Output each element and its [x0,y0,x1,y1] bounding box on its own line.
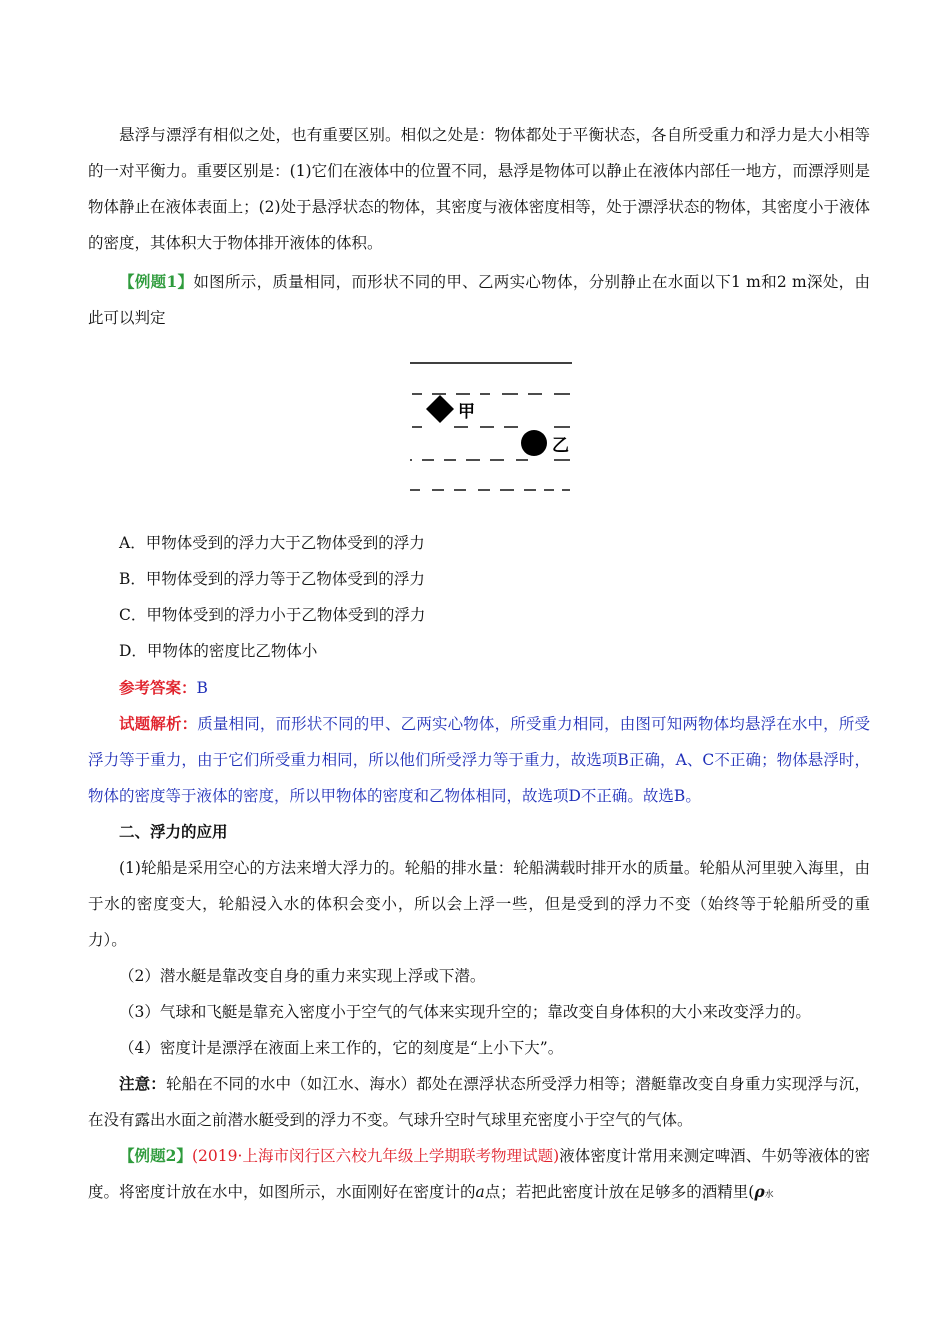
example1-tag: 【例题1】 [119,272,194,291]
example2-source: (2019·上海市闵行区六校九年级上学期联考物理试题) [191,1147,560,1165]
intro-paragraph: 悬浮与漂浮有相似之处，也有重要区别。相似之处是：物体都处于平衡状态，各自所受重力和浮力是大小相等的一对平衡力。重要区别是：(1)它们在液体中的位置不同，悬浮是物体可以静止在液体内部任一地方，而漂浮则是物体静止在液体表面上；(2)处于悬浮状态的物体，其密度与液体密度相等，处于漂浮状态的物体，其密度小于液体的密度，其体积大于物体排开液体的体积。 [88,126,870,252]
option-b: B．甲物体受到的浮力等于乙物体受到的浮力 [119,570,425,588]
option-d: D．甲物体的密度比乙物体小 [119,642,318,660]
section2-heading: 二、浮力的应用 [119,822,228,841]
analysis-text: 质量相同，而形状不同的甲、乙两实心物体，所受重力相同，由图可知两物体均悬浮在水中，所受浮力等于重力，由于它们所受重力相同，所以他们所受浮力等于重力，故选项B正确，A、C不正确；物体悬浮时，物体的密度等于液体的密度，所以甲物体的密度和乙物体相同，故选项D不正确。故选B。 [88,715,870,805]
label-jia: 甲 [458,402,475,422]
rho-symbol: ρ [754,1182,765,1201]
application-item-3: （3）气球和飞艇是靠充入密度小于空气的气体来实现升空的；靠改变自身体积的大小来改变浮力的。 [119,1003,811,1021]
option-a: A．甲物体受到的浮力大于乙物体受到的浮力 [119,534,425,552]
answer-line [119,670,208,706]
analysis-paragraph [88,706,870,814]
note-text: 轮船在不同的水中（如江水、海水）都处在漂浮状态所受浮力相等；潜艇靠改变自身重力实现浮与沉，在没有露出水面之前潜水艇受到的浮力不变。气球升空时气球里充密度小于空气的气体。 [88,1075,870,1129]
answer-value: B [196,679,208,697]
note-label: 注意： [119,1074,166,1093]
example2-text-after: 点；若把此密度计放在足够多的酒精里( [484,1183,755,1201]
example2-text-before: 液体密度计常用来测定啤酒、牛奶等液体的密度。将密度计放在水中，如图所示，水面刚好在密度计的 [88,1147,870,1201]
example2-paragraph [88,1138,870,1213]
note-paragraph [88,1066,870,1138]
example1-question [88,264,870,336]
application-item-4: （4）密度计是漂浮在液面上来工作的，它的刻度是“上小下大”。 [119,1039,564,1057]
example2-tag: 【例题2】 [119,1146,192,1165]
rho-subscript: 水 [764,1190,774,1200]
analysis-label: 试题解析： [119,714,198,733]
application-item-2: （2）潜水艇是靠改变自身的重力来实现上浮或下潜。 [119,967,486,985]
object-yi-circle [521,430,547,456]
option-c: C．甲物体受到的浮力小于乙物体受到的浮力 [119,606,426,624]
object-jia-diamond [426,395,454,423]
application-item-1: (1)轮船是采用空心的方法来增大浮力的。轮船的排水量：轮船满载时排开水的质量。轮船从河里驶入海里，由于水的密度变大，轮船浸入水的体积会变小，所以会上浮一些，但是受到的浮力不变（始终等于轮船所受的重力）。 [88,859,870,949]
example1-question-text: 如图所示，质量相同，而形状不同的甲、乙两实心物体，分别静止在水面以下1 m和2 m深处，由此可以判定 [88,273,870,327]
example1-figure [404,346,588,502]
answer-label: 参考答案： [119,678,197,697]
variable-a: a [475,1183,485,1201]
label-yi: 乙 [552,436,569,456]
